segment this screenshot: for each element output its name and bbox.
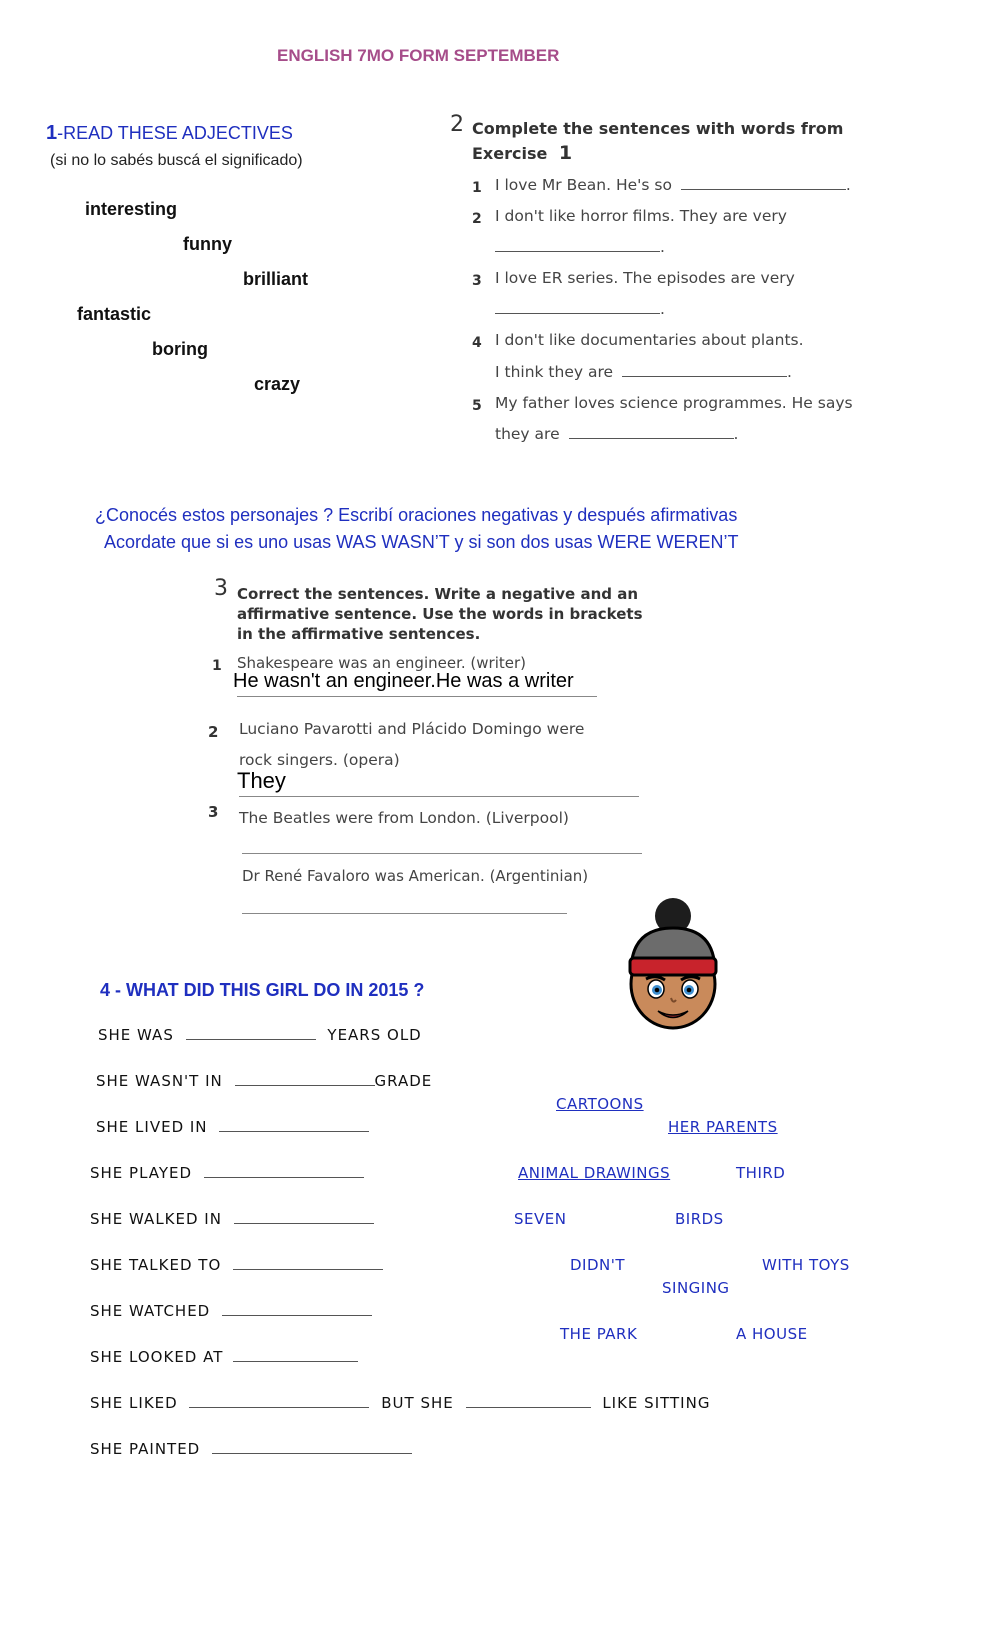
s4-line-8-text: SHE LOOKED AT [90,1348,224,1366]
s2-item-2-line1: I don't like horror films. They are very [495,207,787,225]
avatar-svg [618,894,728,1034]
s4-line-5-blank[interactable] [234,1222,374,1224]
adjective-4: fantastic [77,304,152,324]
s3-item-2-sentence: Luciano Pavarotti and Plácido Domingo were [239,720,585,738]
s4-line-9-blank-1[interactable] [189,1406,369,1408]
page-title: ENGLISH 7MO FORM SEPTEMBER [277,46,560,65]
adjective-5: boring [152,339,208,359]
s4-line-3-blank[interactable] [219,1130,369,1132]
s4-line-9-blank-2[interactable] [466,1406,591,1408]
s2-item-2-num: 2 [472,211,482,227]
section3-heading-line2: affirmative sentence. Use the words in brackets [237,605,643,623]
s4-line-9 [90,1394,710,1412]
s4-line-10-text: SHE PAINTED [90,1440,201,1458]
section1-subheading: (si no lo sabés buscá el significado) [50,152,303,169]
section3-number: 3 [214,576,228,601]
adjective-6: crazy [254,374,301,394]
s4-line-1a: SHE WAS [98,1026,174,1044]
s4-line-1b: YEARS OLD [327,1026,422,1044]
s4-line-9c: LIKE SITTING [602,1394,711,1412]
adjective-2: funny [183,234,232,254]
s3-item-4-underline[interactable] [242,913,567,914]
s4-line-4-blank[interactable] [204,1176,364,1178]
s2-item-1-blank[interactable] [681,188,846,190]
instructions-line1: ¿Conocés estos personajes ? Escribí oraciones negativas y después afirmativas [95,505,738,525]
section2-heading-line2 [472,142,572,164]
word-bank-third[interactable]: THIRD [736,1164,786,1182]
s4-line-3 [96,1118,369,1136]
section3-heading-line3: in the affirmative sentences. [237,625,481,643]
s4-line-6-blank[interactable] [233,1268,383,1270]
s2-item-3-num: 3 [472,273,482,289]
word-bank-with-toys[interactable]: WITH TOYS [762,1256,850,1274]
section3-heading-line1: Correct the sentences. Write a negative and an [237,585,639,603]
section2-heading-line1: Complete the sentences with words from [472,119,844,138]
s2-item-4-line1: I don't like documentaries about plants. [495,331,804,349]
word-bank-animal-drawings[interactable]: ANIMAL DRAWINGS [518,1164,671,1182]
s3-item-1-sentence: Shakespeare was an engineer. (writer) [237,654,526,672]
section2-heading-exercise: Exercise [472,144,548,163]
s4-line-9b: BUT SHE [381,1394,454,1412]
s2-item-5-line2: they are [495,425,560,443]
section2-number: 2 [450,112,464,137]
s2-item-5-line1: My father loves science programmes. He says [495,394,853,412]
s4-line-7-text: SHE WATCHED [90,1302,211,1320]
s2-item-5-blank[interactable] [569,437,734,439]
word-bank-didnt[interactable]: DIDN'T [570,1256,626,1274]
s2-item-3-blank-line: . [495,300,665,318]
section2-exercise-ref: 1 [558,142,573,164]
s3-item-3-sentence: The Beatles were from London. (Liverpool) [239,809,569,827]
s4-line-10-blank[interactable] [212,1452,412,1454]
s4-line-6-text: SHE TALKED TO [90,1256,222,1274]
s4-line-6 [90,1256,383,1274]
s3-item-1-underline [237,696,597,697]
s4-line-2 [96,1072,432,1090]
s2-item-4-line2-wrap: I think they are . [495,363,792,381]
s2-item-2-blank[interactable] [495,250,660,252]
s2-item-4-line2: I think they are [495,363,614,381]
s3-item-1-num: 1 [212,658,222,674]
word-bank-her-parents[interactable]: HER PARENTS [668,1118,778,1136]
instructions-line2: Acordate que si es uno usas WAS WASN’T y si son dos usas WERE WEREN’T [104,532,739,552]
s4-line-2a: SHE WASN'T IN [96,1072,223,1090]
s4-line-9a: SHE LIKED [90,1394,178,1412]
s4-line-8 [90,1348,358,1366]
s3-item-2-sentence2: rock singers. (opera) [239,751,400,769]
s4-line-8-blank[interactable] [233,1360,358,1362]
s4-line-3-text: SHE LIVED IN [96,1118,208,1136]
word-bank-seven[interactable]: SEVEN [514,1210,567,1228]
s3-item-2-underline [239,796,639,797]
s2-item-5-num: 5 [472,398,482,414]
section1-number: 1 [46,122,58,144]
s2-item-3-blank[interactable] [495,312,660,314]
s3-item-4-sentence: Dr René Favaloro was American. (Argentinian) [242,867,589,885]
s4-line-2b: GRADE [374,1072,433,1090]
s4-line-4 [90,1164,364,1182]
s2-item-5-line2-wrap: they are . [495,425,739,443]
s4-line-1-blank[interactable] [186,1038,316,1040]
word-bank-a-house[interactable]: A HOUSE [736,1325,808,1343]
s3-item-3-underline[interactable] [242,853,642,854]
adjective-3: brilliant [243,269,309,289]
s2-item-2-blank-line: . [495,238,665,256]
s4-line-1 [98,1026,422,1044]
s2-item-1-num: 1 [472,180,482,196]
s3-item-1-answer[interactable]: He wasn't an engineer.He was a writer [233,670,574,692]
s4-line-4-text: SHE PLAYED [90,1164,193,1182]
s4-line-5-text: SHE WALKED IN [90,1210,222,1228]
s2-item-1-text: I love Mr Bean. He's so . [495,176,851,194]
s3-item-2-num: 2 [208,723,219,741]
girl-avatar-icon [618,894,728,1034]
s2-item-4-num: 4 [472,335,482,351]
s4-line-10 [90,1440,412,1458]
s4-line-5 [90,1210,374,1228]
s2-item-1-line1: I love Mr Bean. He's so [495,176,672,194]
s4-line-7 [90,1302,372,1320]
section1-heading-text: -READ THESE ADJECTIVES [57,123,293,143]
adjective-1: interesting [85,199,178,219]
s3-item-3-num: 3 [208,803,219,821]
s2-item-4-blank[interactable] [622,375,787,377]
section4-heading: 4 - WHAT DID THIS GIRL DO IN 2015 ? [100,980,425,1000]
word-bank-singing[interactable]: SINGING [662,1279,730,1297]
word-bank-cartoons[interactable]: CARTOONS [556,1095,644,1113]
s2-item-3-line1: I love ER series. The episodes are very [495,269,795,287]
section1-heading [46,122,293,145]
word-bank-birds[interactable]: BIRDS [675,1210,724,1228]
s4-line-7-blank[interactable] [222,1314,372,1316]
word-bank-the-park[interactable]: THE PARK [560,1325,638,1343]
s4-line-2-blank[interactable] [235,1084,375,1086]
s3-item-2-answer[interactable]: They [237,768,286,793]
